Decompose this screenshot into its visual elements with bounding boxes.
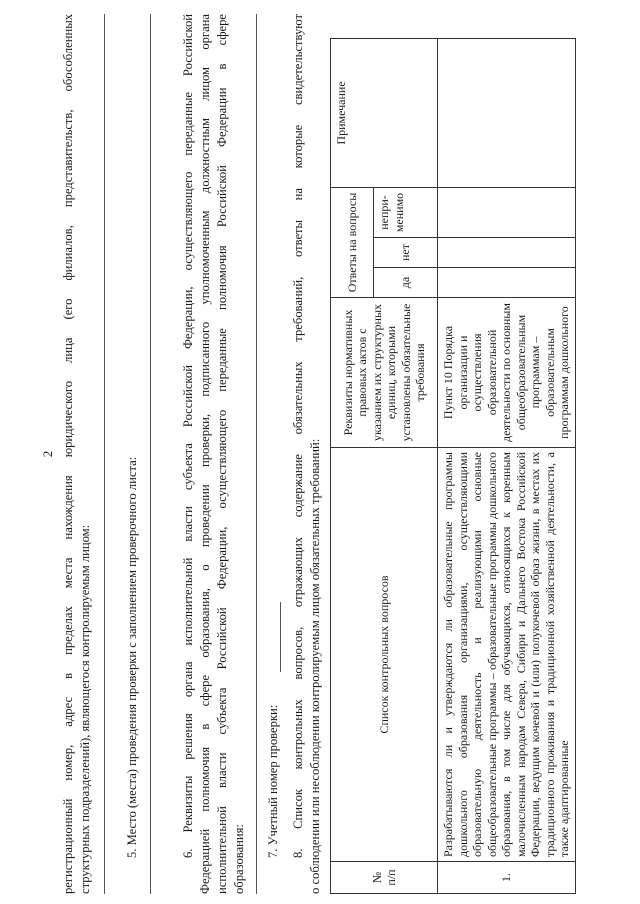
fill-in-line <box>150 14 151 894</box>
answer-not-applicable-cell[interactable] <box>438 187 576 237</box>
item-6-line-4: образования: <box>232 824 246 894</box>
item-8-line-1: 8. Список контрольных вопросов, отражающих содержание обязательных требований, ответы на которые свидетельствуют <box>291 14 305 858</box>
legal-reference: Пункт 10 Порядка организации и осуществления образовательной деятельности по основным общеобразовательным программам – образовательным программам дошкольного <box>438 298 576 448</box>
header-yes: да <box>374 268 438 298</box>
fill-in-line <box>104 14 105 894</box>
header-references: Реквизиты нормативных правовых актов с указанием их структурных единиц, которыми установлены обязательные требования <box>331 298 438 448</box>
registration-line-2: структурных подразделений), являющегося контролируемым лицом: <box>78 524 92 894</box>
fill-in-line <box>280 602 281 672</box>
item-5-place-of-inspection: 5. Место (места) проведения проверки с заполнением проверочного листа: <box>125 456 139 858</box>
header-questions: Список контрольных вопросов <box>331 448 438 862</box>
header-no: нет <box>374 238 438 268</box>
table-row <box>438 38 576 893</box>
item-6-line-2: Федерацией полномочия в сфере образования, о проведении проверки, подписанного уполномоченным должностным лицом органа <box>198 14 212 894</box>
checklist-table <box>330 38 576 894</box>
header-answers: Ответы на вопросы <box>331 187 374 297</box>
item-7-accounting-number: 7. Учетный номер проверки: <box>266 704 280 858</box>
item-6-line-1: 6. Реквизиты решения органа исполнительной власти субъекта Российской Федерации, осуществляющего переданные Российской <box>181 14 195 858</box>
fill-in-line <box>256 14 257 894</box>
table-header-row <box>331 38 374 893</box>
answer-yes-cell[interactable] <box>438 268 576 298</box>
header-not-applicable: непри-менимо <box>374 187 438 237</box>
item-8-line-2: о соблюдении или несоблюдении контролируемым лицом обязательных требований: <box>308 438 322 894</box>
page-number: 2 <box>40 450 55 458</box>
item-6-line-3: исполнительной власти субъекта Российской Федерации, осуществляющего переданные полномочия Российской Федерации в сфере <box>215 14 229 894</box>
control-question: Разрабатываются ли и утверждаются ли образовательные программы дошкольного образования организациями, осуществляющими образовательную деятельность и реализующими основные общеобразовательные программы – образовательные программы дошкольного образования, в том числе для обучающихся, относящихся к коренным малочисленным народам Севера, Сибири и Дальнего Востока Российской Федерации, ведущим кочевой и (или) полукочевой образ жизни, в местах их традиционного проживания и традиционной хозяйственной деятельности, а также адаптированные <box>438 448 576 862</box>
answer-no-cell[interactable] <box>438 238 576 268</box>
note-cell[interactable] <box>438 38 576 187</box>
registration-line-1: регистрационный номер, адрес в пределах места нахождения юридического лица (его филиалов, представительств, обособленных <box>61 14 75 894</box>
row-number: 1. <box>438 862 576 894</box>
header-note: Примечание <box>331 38 438 187</box>
header-number: № п/п <box>331 862 438 894</box>
